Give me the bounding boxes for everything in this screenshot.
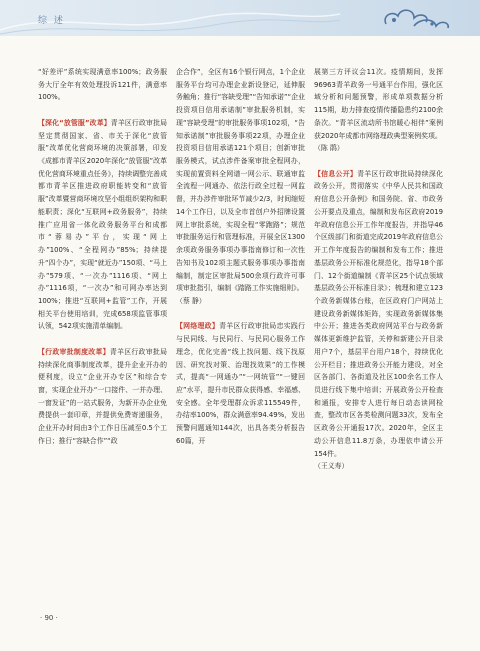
paragraph: 企合作”，全区有16个银行网点，1个企业服务平台均可办理企业新设登记，延伸服务触角；推行“容缺受理”“告知承诺”“企业投资项目信用承诺制”审批服务机制，实现“容缺受理”的审批服务事项102项，“告知承诺制”审批服务事项22项，办理企业投资项目信用承诺121个项目；创新审批服务模式，试点涉件备案审批全程网办，实现前置资料全网谱一网公示、联通审监全流程一网通办、依法行政全过程一网监督，并办涉件审批环节减少2/3，时间缩短14个工作日，以及全市首创户外招牌设置网上审批系统，实现全程“零跑路”；规范审批服务运行和管理标准，开展全区1300余项政务服务事项办事指南修订和一次性告知书及102项主题式服务事项办事指南编制，制定区审批局500余项行政许可事项审批指引，编制《踏路工作实施细则》。: [176, 68, 305, 293]
section-tag: 【网络理政】: [176, 322, 220, 331]
paragraph: 【网络理政】青羊区行政审批局忠实践行与民同线、与民同行、与民同心服务工作理念，优化完善“线上找问题、线下找原因、研究找对策、治理找效果”的工作模式，提高“一网通办”“一网统管”“一键回应”水平，提升市民群众获得感、幸福感、安全感。全年受理群众诉求115549件，办结率100%，群众满意率94.49%，发出预警问题通知144次，出具各类分析报告60篇，开: [176, 322, 306, 445]
section-label: 综 述: [38, 16, 65, 26]
section-tag: 【行政审批制度改革】: [38, 347, 110, 356]
paragraph: 【信息公开】青羊区行政审批局持续深化政务公开，贯彻落实《中华人民共和国政府信息公开条例》和国务院、省、市政务公开要点及重点，编制和发布区政府2019年政府信息公开工作年度报告，并指导46个区级部门和街道完成2019年政府信息公开工作年度报告的编制和发布工作；推进基层政务公开标准化规范化，指导18个部门、12个街道编制《青羊区25个试点领域基层政务公开标准目录》；梳理和建立123个政务新媒体台账，在区政府门户网站上建设政务新媒体矩阵，实现政务新媒体集中公开；推进各类政府网站平台与政务新媒体更新维护监管，关停和新建公开目录用户7个，基层平台用户18个，持续优化公开栏目；推进政务公开能力建设，对全区各部门、各街道及社区100余名工作人员进行线下集中培训；开展政务公开检查和通报，安排专人进行每日动态读网检查，整改市区各类检测问题33次，发布全区政务公开通报17次。2020年，全区主动公开信息11.8万条，办理依申请公开154件。: [314, 169, 444, 458]
paragraph: “好差评”系统实现满意率100%；政务服务大厅全年有效处理投诉121件，满意率100%。: [38, 68, 167, 102]
page-number: · 90 ·: [40, 614, 58, 622]
text-column-3: [314, 66, 443, 473]
header-band: [0, 0, 480, 36]
text-column-2: [176, 66, 305, 448]
author-signature: （王义寿）: [314, 462, 349, 471]
paragraph: 【深化“放管服”改革】青羊区行政审批局坚定贯彻国家、省、市关于深化“放管服”改革优化营商环境的决策部署，印发《成都市青羊区2020年深化“放管服”改革优化营商环境重点任务》，持续调整完善成都市青羊区推进政府职能转变和“放管服”改革暨营商环境攻坚小组组织架构和职能职责；深化“互联网+政务服务”，持续推广应用省一体化政务服务平台和成都市“蓉易办”平台，实现“网上办”100%、“全程网办”85%；持续提升“四个办”，实现“就近办”150项、“马上办”579项、“一次办”1116项、“网上办”1116项，“一次办”和可网办率达到100%；推进“互联网+监管”工作，开展相关平台使用培训，完成658项监管事项认领，542项实施清单编制。: [38, 118, 168, 331]
author-signature: （陈 鹃）: [314, 144, 344, 153]
author-signature: （蔡 静）: [176, 296, 206, 305]
text-column-1: [38, 66, 167, 448]
section-tag: 【信息公开】: [314, 169, 358, 178]
section-tag: 【深化“放管服”改革】: [38, 118, 111, 127]
paragraph: 【行政审批制度改革】青羊区行政审批局持续深化商事制度改革，提升企业开办的便利度，设立“企业开办专区”和综合专窗，实现企业开办“一口接件、一并办理、一窗发证”的一站式服务，为新开办企业免费提供一套印章，并提供免费寄递服务，企业开办时间由3个工作日压减至0.5个工作日；推行“容缺合作”“政: [38, 347, 167, 445]
paragraph: 展第三方评议会11次。疫情期间，发挥96963青羊政务一号通平台作用，强化区域分析和问题预警，形成单项数据分析115期，助力排查疫情传播隐患约2100余条次。“青羊区流动所书馆暖心相伴”案例获2020年成都市网络理政典型案例奖项。: [314, 68, 443, 140]
cloud-ornament-icon: [380, 6, 454, 32]
